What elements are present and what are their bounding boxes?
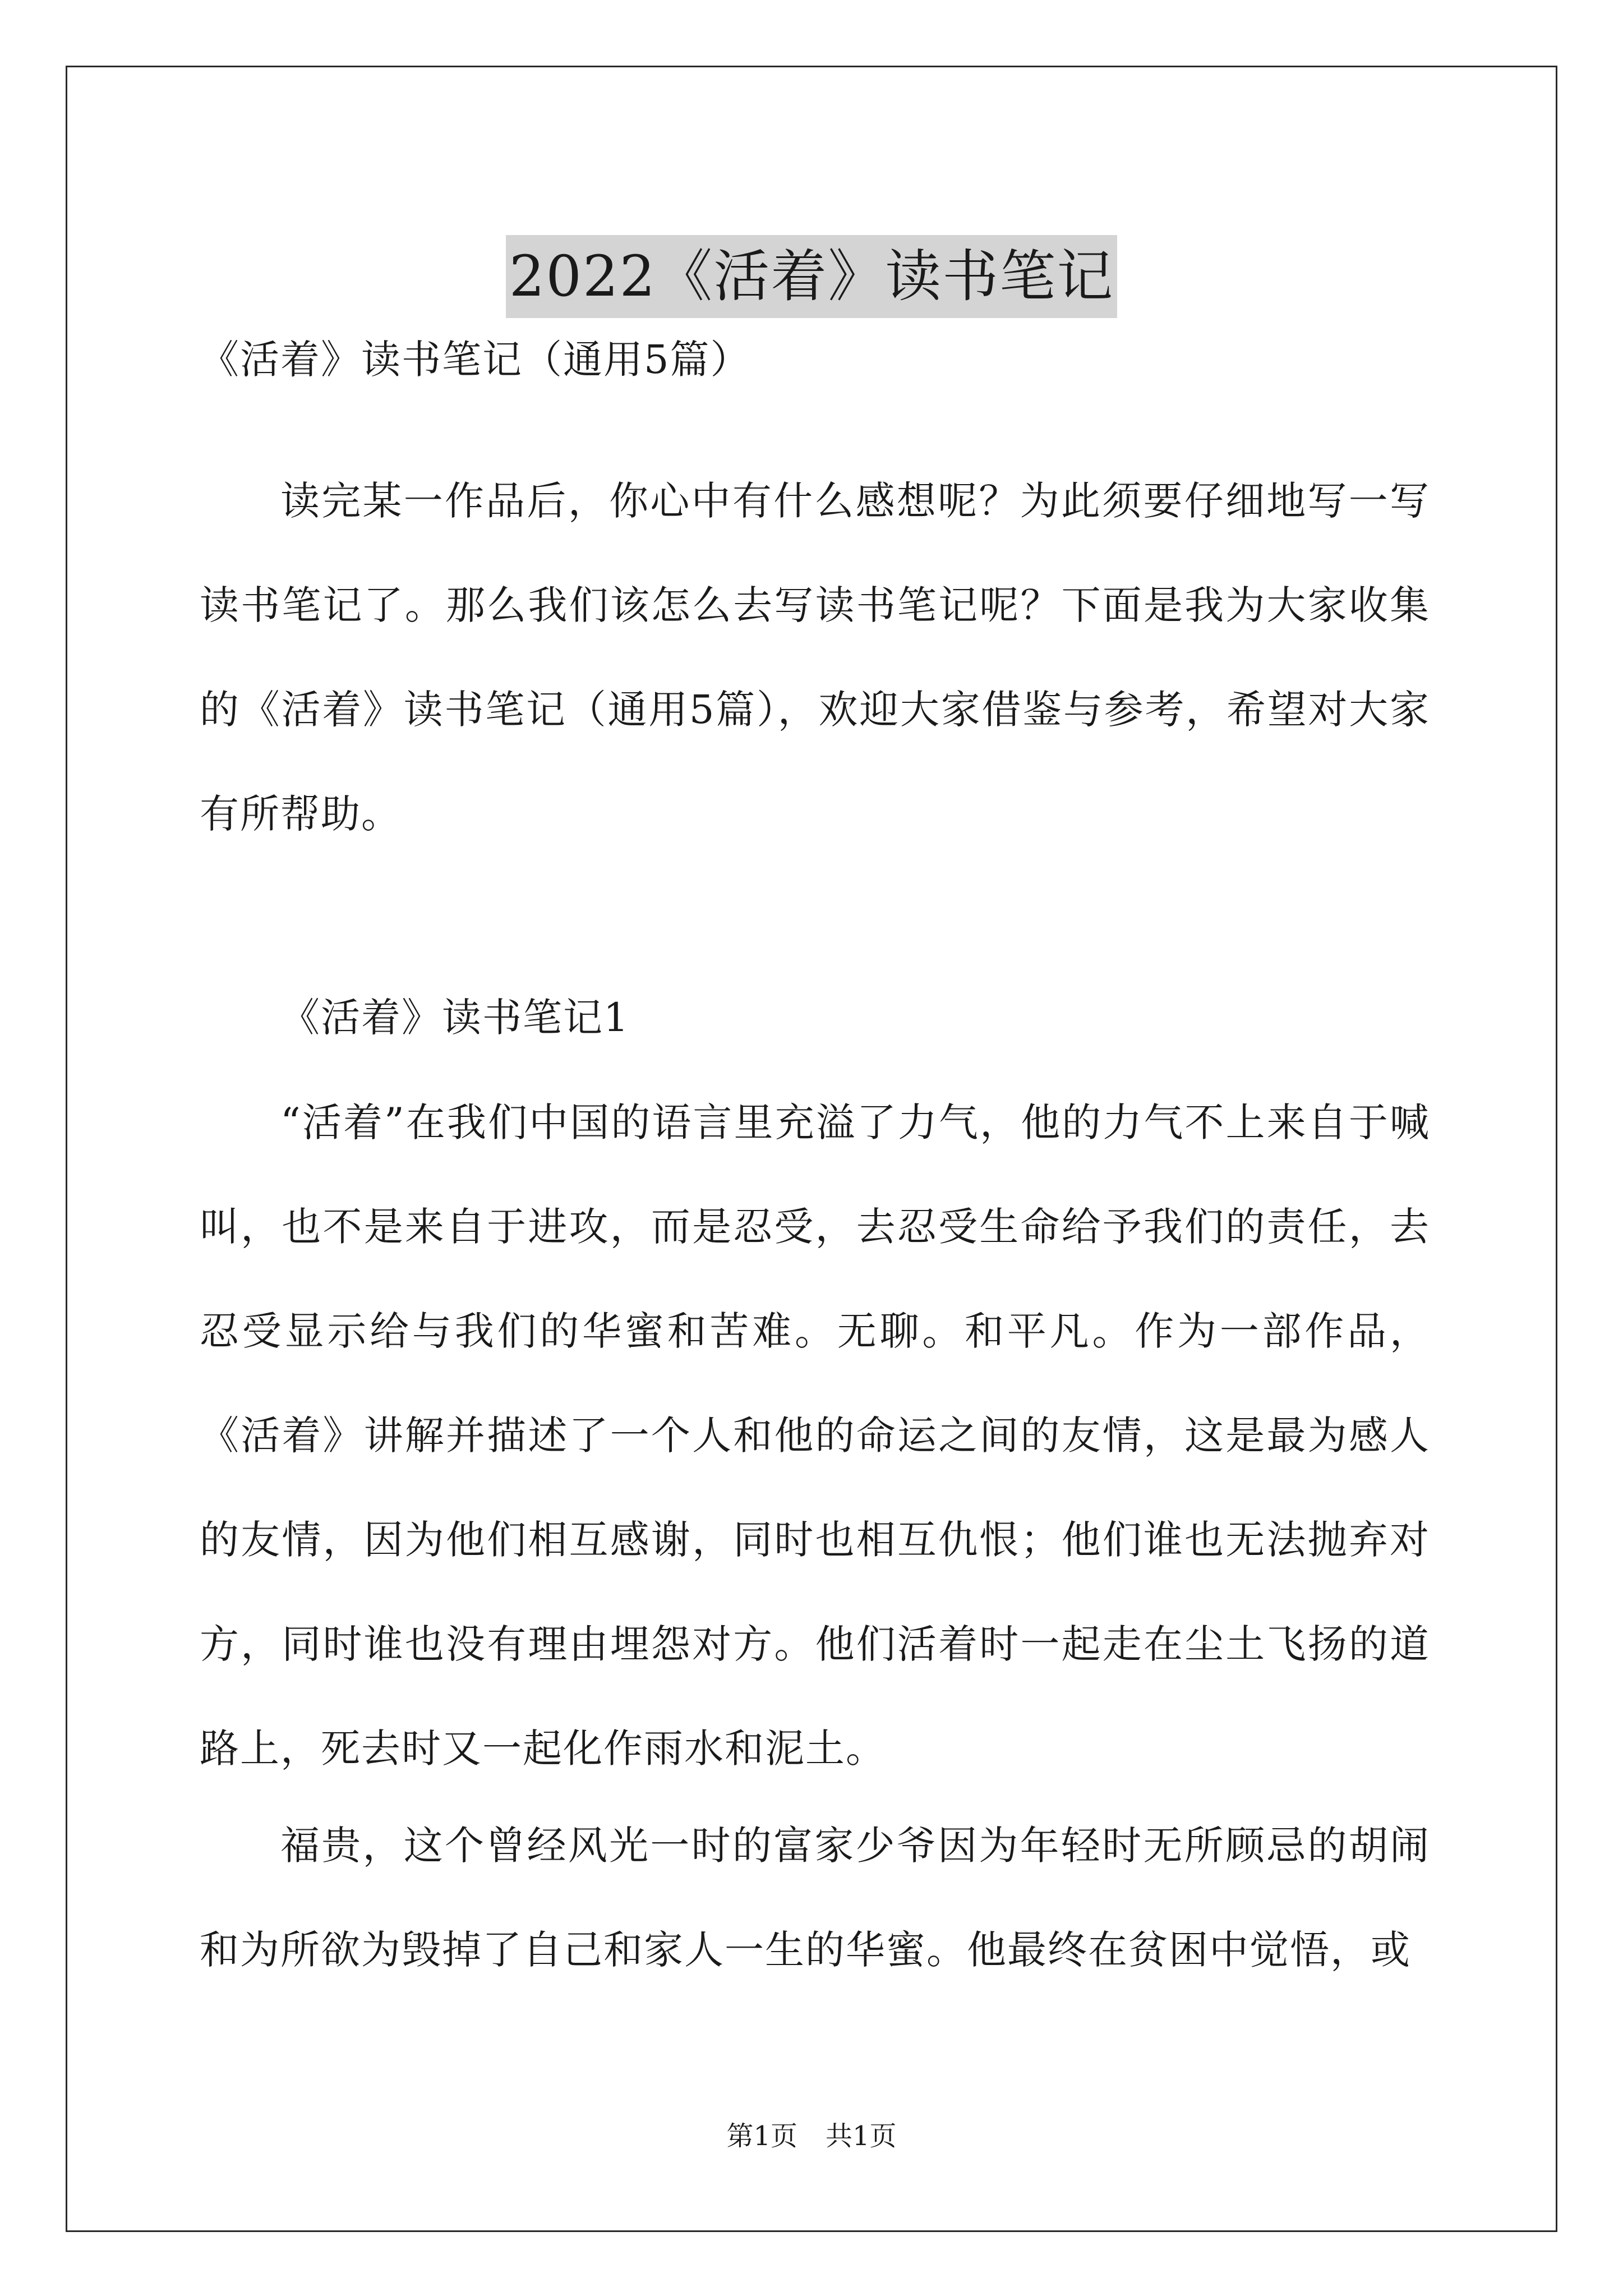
page-footer xyxy=(0,2118,1623,2154)
intro-title: 《活着》读书笔记（通用5篇） xyxy=(200,337,751,383)
document-title: 2022《活着》读书笔记 xyxy=(506,235,1118,318)
page-number: 第1页 xyxy=(726,2120,797,2152)
page-total: 共1页 xyxy=(826,2120,897,2152)
body-paragraph-continued: 福贵，这个曾经风光一时的富家少爷因为年轻时无所顾忌的胡闹和为所欲为毁掉了自己和家人一生的华蜜。他最终在贫困中觉悟，或 xyxy=(200,1823,1430,1973)
section-heading: 《活着》读书笔记1 xyxy=(280,995,630,1041)
intro-paragraph: 读完某一作品后，你心中有什么感想呢？为此须要仔细地写一写读书笔记了。那么我们该怎么去写读书笔记呢？下面是我为大家收集的《活着》读书笔记（通用5篇），欢迎大家借鉴与参考，希望对大家有所帮助。 xyxy=(200,478,1430,837)
body-paragraph: “活着”在我们中国的语言里充溢了力气，他的力气不上来自于喊叫，也不是来自于进攻，而是忍受，去忍受生命给予我们的责任，去忍受显示给与我们的华蜜和苦难。无聊。和平凡。作为一部作品，《活着》讲解并描述了一个人和他的命运之间的友情，这是最为感人的友情，因为他们相互感谢，同时也相互仇恨；他们谁也无法抛弃对方，同时谁也没有理由埋怨对方。他们活着时一起走在尘土飞扬的道路上，死去时又一起化作雨水和泥土。 xyxy=(200,1099,1430,1772)
